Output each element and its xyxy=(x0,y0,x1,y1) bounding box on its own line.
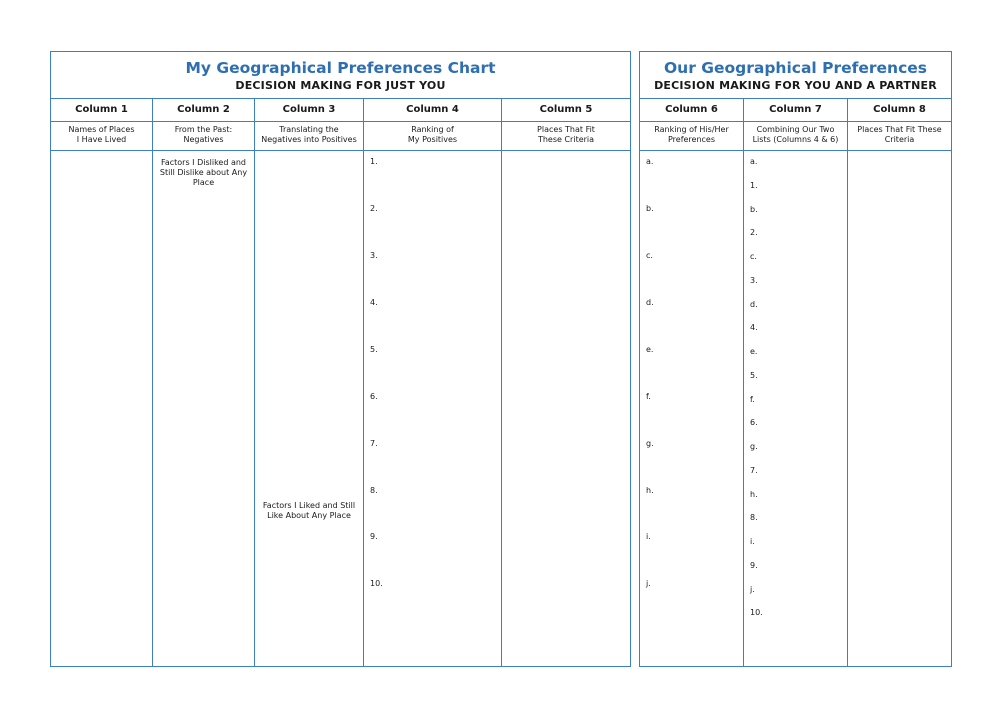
column-3-desc-line-1: Translating the xyxy=(279,125,339,134)
column-6 xyxy=(640,98,744,666)
column-6-description xyxy=(640,121,743,151)
combined-item: b. xyxy=(750,205,758,214)
column-3-note-line-2: Like About Any Place xyxy=(267,511,351,520)
column-5-desc-line-2: These Criteria xyxy=(537,135,595,144)
column-8-desc-line-1: Places That Fit These xyxy=(857,125,942,134)
partner-rank-item: e. xyxy=(646,345,654,354)
column-2-note-line-1: Factors I Disliked and xyxy=(160,158,247,167)
rank-item: 3. xyxy=(370,251,378,260)
rank-item: 8. xyxy=(370,486,378,495)
column-2-desc-line-1: From the Past: xyxy=(174,125,233,134)
column-2-description xyxy=(153,121,254,151)
column-8-desc-line-2: Criteria xyxy=(884,135,915,144)
left-subtitle: DECISION MAKING FOR JUST YOU xyxy=(235,79,446,92)
combined-item: 1. xyxy=(750,181,758,190)
partner-rank-item: a. xyxy=(646,157,654,166)
partner-rank-item: b. xyxy=(646,204,654,213)
partner-rank-item: c. xyxy=(646,251,653,260)
column-2-note-line-2: Still Dislike about Any xyxy=(159,168,248,177)
right-title-box xyxy=(640,52,951,99)
combined-item: 3. xyxy=(750,276,758,285)
combined-item: i. xyxy=(750,537,755,546)
rank-item: 1. xyxy=(370,157,378,166)
rank-item: 7. xyxy=(370,439,378,448)
column-4 xyxy=(364,98,502,666)
right-subtitle: DECISION MAKING FOR YOU AND A PARTNER xyxy=(654,79,937,92)
partner-rank-item: j. xyxy=(646,579,651,588)
rank-item: 4. xyxy=(370,298,378,307)
column-2 xyxy=(153,98,255,666)
rank-item: 6. xyxy=(370,392,378,401)
column-2-header: Column 2 xyxy=(153,98,254,122)
column-3-header: Column 3 xyxy=(255,98,363,122)
combined-item: a. xyxy=(750,157,758,166)
combined-item: 7. xyxy=(750,466,758,475)
combined-item: d. xyxy=(750,300,758,309)
column-1 xyxy=(51,98,153,666)
column-2-note xyxy=(157,158,250,188)
right-title: Our Geographical Preferences xyxy=(663,59,928,77)
column-4-desc-line-1: Ranking of xyxy=(411,125,454,134)
column-4-desc-line-2: My Positives xyxy=(407,135,458,144)
combined-item: f. xyxy=(750,395,755,404)
partner-rank-item: i. xyxy=(646,532,651,541)
combined-item: 8. xyxy=(750,513,758,522)
column-6-desc-line-2: Preferences xyxy=(667,135,716,144)
combined-item: 6. xyxy=(750,418,758,427)
column-7-header: Column 7 xyxy=(744,98,847,122)
partner-rank-item: f. xyxy=(646,392,651,401)
column-1-desc-line-1: Names of Places xyxy=(68,125,135,134)
column-2-desc-line-2: Negatives xyxy=(183,135,224,144)
my-preferences-chart xyxy=(50,51,631,667)
column-7-desc-line-2: Lists (Columns 4 & 6) xyxy=(752,135,839,144)
combined-item: 2. xyxy=(750,228,758,237)
combined-item: 4. xyxy=(750,323,758,332)
rank-item: 5. xyxy=(370,345,378,354)
combined-item: 5. xyxy=(750,371,758,380)
column-5-header: Column 5 xyxy=(502,98,630,122)
column-7-description xyxy=(744,121,847,151)
partner-rank-item: d. xyxy=(646,298,654,307)
column-5-desc-line-1: Places That Fit xyxy=(537,125,595,134)
column-7 xyxy=(744,98,848,666)
column-3-note xyxy=(259,501,359,521)
combined-item: c. xyxy=(750,252,757,261)
partner-rank-item: h. xyxy=(646,486,654,495)
combined-item: e. xyxy=(750,347,758,356)
column-5 xyxy=(502,98,630,666)
column-3-desc-line-2: Negatives into Positives xyxy=(261,135,357,144)
column-4-header: Column 4 xyxy=(364,98,501,122)
rank-item: 10. xyxy=(370,579,383,588)
combined-item: g. xyxy=(750,442,758,451)
left-title: My Geographical Preferences Chart xyxy=(185,59,496,77)
column-1-header: Column 1 xyxy=(51,98,152,122)
column-8-header: Column 8 xyxy=(848,98,951,122)
column-8-description xyxy=(848,121,951,151)
column-1-desc-line-2: I Have Lived xyxy=(76,135,127,144)
column-6-desc-line-1: Ranking of His/Her xyxy=(654,125,729,134)
column-4-description xyxy=(364,121,501,151)
partner-rank-item: g. xyxy=(646,439,654,448)
column-2-note-line-3: Place xyxy=(192,178,215,187)
combined-item: 9. xyxy=(750,561,758,570)
left-title-box xyxy=(51,52,630,99)
combined-item: 10. xyxy=(750,608,763,617)
column-3 xyxy=(255,98,364,666)
rank-item: 2. xyxy=(370,204,378,213)
combined-item: h. xyxy=(750,490,758,499)
column-5-description xyxy=(502,121,630,151)
rank-item: 9. xyxy=(370,532,378,541)
column-6-header: Column 6 xyxy=(640,98,743,122)
column-3-description xyxy=(255,121,363,151)
column-8 xyxy=(848,98,951,666)
column-1-description xyxy=(51,121,152,151)
column-3-note-line-1: Factors I Liked and Still xyxy=(262,501,356,510)
combined-item: j. xyxy=(750,585,755,594)
column-7-desc-line-1: Combining Our Two xyxy=(756,125,835,134)
our-preferences-chart xyxy=(639,51,952,667)
